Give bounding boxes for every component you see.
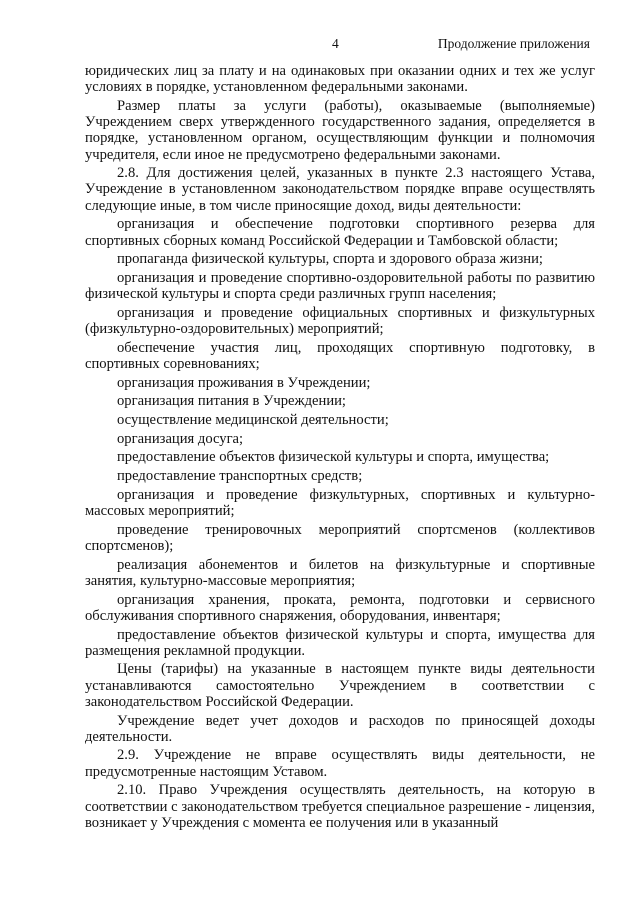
list-item: обеспечение участия лиц, проходящих спортивную подготовку, в спортивных соревнованиях; xyxy=(85,339,595,372)
page-header xyxy=(0,36,640,56)
page-number: 4 xyxy=(332,36,339,51)
list-item: предоставление транспортных средств; xyxy=(117,468,363,485)
list-item: предоставление объектов физической культуры и спорта, имущества; xyxy=(117,449,550,466)
list-item: реализация абонементов и билетов на физкультурные и спортивные занятия, культурно-массовые мероприятия; xyxy=(85,556,595,589)
list-item: организация и проведение официальных спортивных и физкультурных (физкультурно-оздоровительных) мероприятий; xyxy=(85,304,595,338)
list-item: пропаганда физической культуры, спорта и здорового образа жизни; xyxy=(117,251,543,268)
list-item: организация и проведение физкультурных, спортивных и культурно-массовых мероприятий; xyxy=(85,486,595,520)
list-item: организация досуга; xyxy=(117,430,244,447)
paragraph: 2.8. Для достижения целей, указанных в пункте 2.3 настоящего Устава, Учреждение в установленном законодательством порядке вправе осуществлять следующие иные, в том числе приносящие доход, виды деятельности: xyxy=(85,165,595,214)
list-item: организация и обеспечение подготовки спортивного резерва для спортивных сборных команд Российской Федерации и Тамбовской области; xyxy=(85,216,595,249)
paragraph: Размер платы за услуги (работы), оказываемые (выполняемые) Учреждением сверх утвержденного государственного задания, определяется в порядке, установленном органом, осуществляющим функции и полномочия учредителя, если иное не предусмотрено федеральными законами. xyxy=(85,97,595,163)
paragraph: 2.10. Право Учреждения осуществлять деятельность, на которую в соответствии с законодательством требуется специальное разрешение - лицензия, возникает у Учреждения с момента ее получения или в указанный xyxy=(85,782,595,831)
paragraph: Цены (тарифы) на указанные в настоящем пункте виды деятельности устанавливаются самостоятельно Учреждением в соответствии с законодательством Российской Федерации. xyxy=(85,661,595,710)
list-item: организация проживания в Учреждении; xyxy=(117,374,371,391)
paragraph: юридических лиц за плату и на одинаковых при оказании одних и тех же услуг условиях в порядке, установленном федеральными законами. xyxy=(85,63,595,96)
paragraph: 2.9. Учреждение не вправе осуществлять виды деятельности, не предусмотренные настоящим Уставом. xyxy=(85,747,595,780)
document-body xyxy=(85,63,595,833)
list-item: организация и проведение спортивно-оздоровительной работы по развитию физической культуры и спорта среди различных групп населения; xyxy=(85,269,595,303)
continuation-note: Продолжение приложения xyxy=(437,36,590,51)
list-item: предоставление объектов физической культуры и спорта, имущества для размещения рекламной продукции. xyxy=(85,626,595,659)
list-item: организация хранения, проката, ремонта, подготовки и сервисного обслуживания спортивного снаряжения, оборудования, инвентаря; xyxy=(85,591,595,624)
list-item: проведение тренировочных мероприятий спортсменов (коллективов спортсменов); xyxy=(85,521,595,554)
paragraph: Учреждение ведет учет доходов и расходов по приносящей доходы деятельности. xyxy=(85,712,595,745)
list-item: осуществление медицинской деятельности; xyxy=(117,412,389,429)
list-item: организация питания в Учреждении; xyxy=(117,393,346,410)
